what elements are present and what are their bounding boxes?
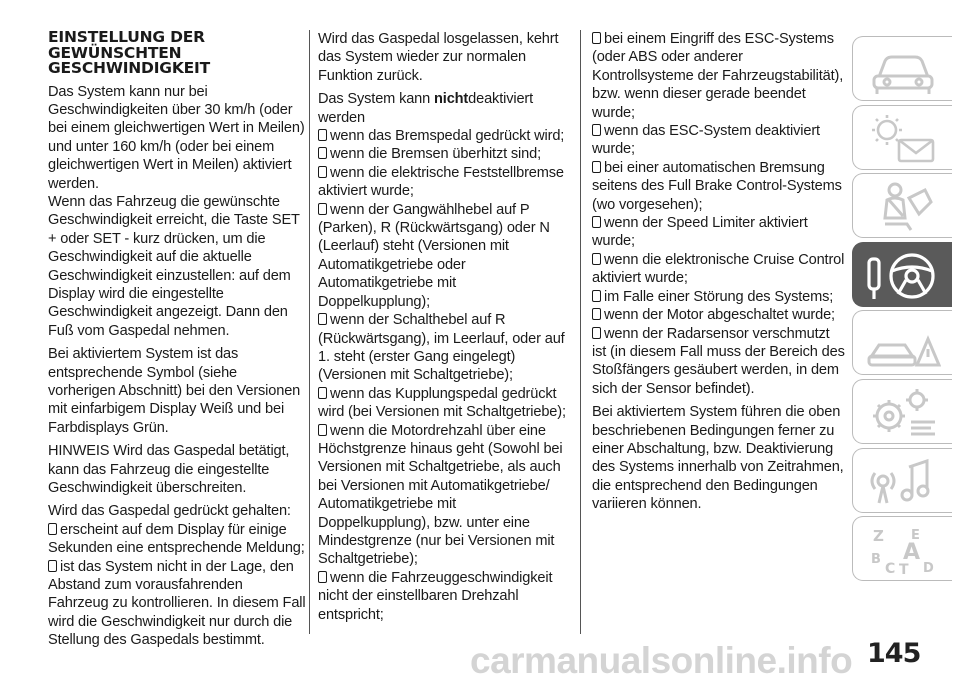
bullet-square-icon [592,308,601,320]
bullet-item [592,214,847,251]
heading-line-1: EINSTELLUNG DER [48,28,205,46]
bullet-item [48,558,306,650]
bullet-text: wenn die elektrische Feststellbremse aktiviert wurde; [318,164,564,200]
bullet-square-icon [48,560,57,572]
bullet-item [318,311,571,385]
bullet-text: wenn die Fahrzeuggeschwindigkeit nicht der einstellbaren Drehzahl entspricht; [318,569,553,623]
bullet-text: bei einer automatischen Bremsung seitens des Full Brake Control-Systems (wo vorgesehen); [592,159,842,213]
bullet-item [318,201,571,311]
bullet-square-icon [318,129,327,141]
bullet-text: wenn das ESC-System deaktiviert wurde; [592,123,820,158]
bullet-text: wenn der Speed Limiter aktiviert wurde; [592,215,808,250]
bullet-text: wenn der Gangwählhebel auf P (Parken), R (Rückwärtsgang) oder N (Leerlauf) steht (Versionen mit Automatikgetriebe oder Automatikgetriebe mit Doppelkupplung); [318,201,550,310]
bullet-item [592,288,847,306]
heading-line-3: GESCHWINDIGKEIT [48,59,210,77]
bullet-square-icon [592,161,601,173]
alphabetical-index-icon [865,523,941,576]
index-letter: E [911,528,920,544]
multimedia-icon [865,455,941,508]
breakdown-triangle-icon [865,317,941,370]
bullet-text: erscheint auf dem Display für einige Sekunden eine entsprechende Meldung; [48,521,305,557]
bullet-item [592,159,847,214]
paragraph-deactivation-conditions: Bei aktiviertem System führen die oben beschriebenen Bedingungen ferner zu einer Abschaltung, bzw. Deaktivierung des Systems innerhalb von Zeitrahmen, die entsprechend den Bedingungen variieren können. [592,404,844,513]
column-divider [580,30,581,634]
seatbelt-safety-icon [865,180,941,233]
bullet-square-icon [318,147,327,159]
bullet-square-icon [318,424,327,436]
watermark: carmanualsonline.info [470,640,853,678]
chapter-tab-warning-lights[interactable] [852,105,952,170]
bullet-square-icon [592,216,601,228]
bullet-square-icon [318,571,327,583]
bullet-item [592,30,847,122]
paragraph-cannot-deactivate [318,90,571,127]
bullet-item [318,385,571,422]
index-letter: C [885,561,896,577]
index-letter: D [923,561,934,577]
paragraph-set-speed: Wenn das Fahrzeug die gewünschte Geschwindigkeit erreicht, die Taste SET + oder SET - kurz drücken, um die Geschwindigkeit auf die aktuelle Geschwindigkeit einzustellen: auf dem Display wird die eingestellte Geschwindigkeit angezeigt. Dann den Fuß vom Gaspedal nehmen. [48,193,300,339]
steering-wheel-key-icon [865,249,941,302]
paragraph-note: HINWEIS Wird das Gaspedal betätigt, kann das Fahrzeug die eingestellte Geschwindigkeit überschreiten. [48,443,290,497]
bullet-item [318,127,571,145]
bullet-square-icon [48,523,57,535]
warning-lights-icon [865,112,941,165]
bullet-text: wenn die Motordrehzahl über eine Höchstgrenze hinaus geht (Sowohl bei Versionen mit Schaltgetriebe, als auch bei Versionen mit Automatikgetriebe/ Automatikgetriebe mit Doppelkupplung), bzw. unter eine Mindestgrenze (nur bei Versionen mit Schaltgetriebe); [318,422,563,568]
chapter-tab-multimedia[interactable] [852,448,952,513]
chapter-tab-starting-driving[interactable] [852,242,952,307]
bullet-item [48,521,306,558]
gears-maintenance-icon [865,386,941,439]
bullet-item [592,325,847,399]
chapter-tab-maintenance[interactable] [852,379,952,444]
bullet-text: wenn die elektronische Cruise Control aktiviert wurde; [592,251,845,287]
index-letter: T [899,562,909,577]
bullet-item [318,164,571,201]
bullet-text: bei einem Eingriff des ESC-Systems (oder ABS oder anderer Kontrollsysteme der Fahrzeugstabilität), bzw. wenn dieser gerade beendet wurde; [592,31,844,121]
chapter-tab-emergency[interactable] [852,310,952,375]
paragraph-accelerator-held: Wird das Gaspedal gedrückt gehalten: [48,503,291,520]
text-pre: Das System kann [318,91,435,108]
bullet-item [592,251,847,288]
bullet-text: wenn der Radarsensor verschmutzt ist (in diesem Fall muss der Bereich des Stoßfängers gesäubert werden, in dem sich der Sensor befindet). [592,325,845,397]
text-bold-nicht: nicht [434,91,469,108]
bullet-square-icon [592,290,601,302]
bullet-text: wenn der Motor abgeschaltet wurde; [604,307,835,324]
bullet-square-icon [592,253,601,265]
heading-line-2: GEWÜNSCHTEN [48,43,182,62]
bullet-text: wenn das Kupplungspedal gedrückt wird (bei Versionen mit Schaltgetriebe); [318,385,566,421]
bullet-square-icon [318,203,327,215]
bullet-text: wenn der Schalthebel auf R (Rückwärtsgang), im Leerlauf, oder auf 1. steht (erster Gang eingelegt) (Versionen mit Schaltgetriebe); [318,312,565,384]
bullet-item [318,145,571,163]
bullet-square-icon [592,327,601,339]
index-letter: B [871,552,881,568]
bullet-item [318,422,571,569]
bullet-square-icon [592,124,601,136]
column-divider [309,30,310,634]
bullet-text: im Falle einer Störung des Systems; [604,288,834,305]
index-letter: A [903,540,921,566]
chapter-sidebar [852,36,952,585]
paragraph-active-symbol: Bei aktiviertem System ist das entsprechende Symbol (siehe vorherigen Abschnitt) bei den Versionen mit einfarbigem Display Weiß und bei Farbdisplays Grün. [48,346,301,436]
bullet-square-icon [318,313,327,325]
bullet-item [592,122,847,159]
car-icon [865,43,941,96]
chapter-tab-safety[interactable] [852,173,952,238]
section-heading [48,30,306,77]
bullet-square-icon [318,387,327,399]
column-1 [48,30,306,650]
paragraph-accelerator-released: Wird das Gaspedal losgelassen, kehrt das System wieder zur normalen Funktion zurück. [318,31,559,84]
chapter-tab-index[interactable] [852,516,952,581]
column-3 [592,30,847,519]
text-post: deaktiviert werden [318,91,534,126]
bullet-square-icon [318,166,327,178]
bullet-text: wenn das Bremspedal gedrückt wird; [330,128,565,145]
chapter-tab-car[interactable] [852,36,952,101]
index-letter: Z [873,527,884,546]
bullet-text: ist das System nicht in der Lage, den Abstand zum vorausfahrenden Fahrzeug zu kontrollieren. In diesem Fall wird die Geschwindigkeit nur durch die Stellung des Gaspedals bestimmt. [48,558,306,649]
bullet-square-icon [592,32,601,44]
page-number: 145 [867,638,921,669]
paragraph-activation-speed: Das System kann nur bei Geschwindigkeiten über 30 km/h (oder bei einem gleichwertigen Wert in Meilen) und unter 160 km/h (oder bei einem gleichwertigen Wert in Meilen) aktiviert werden. [48,83,305,192]
bullet-text: wenn die Bremsen überhitzt sind; [330,146,541,163]
bullet-item [592,306,847,324]
bullet-item [318,569,571,624]
column-2 [318,30,571,624]
